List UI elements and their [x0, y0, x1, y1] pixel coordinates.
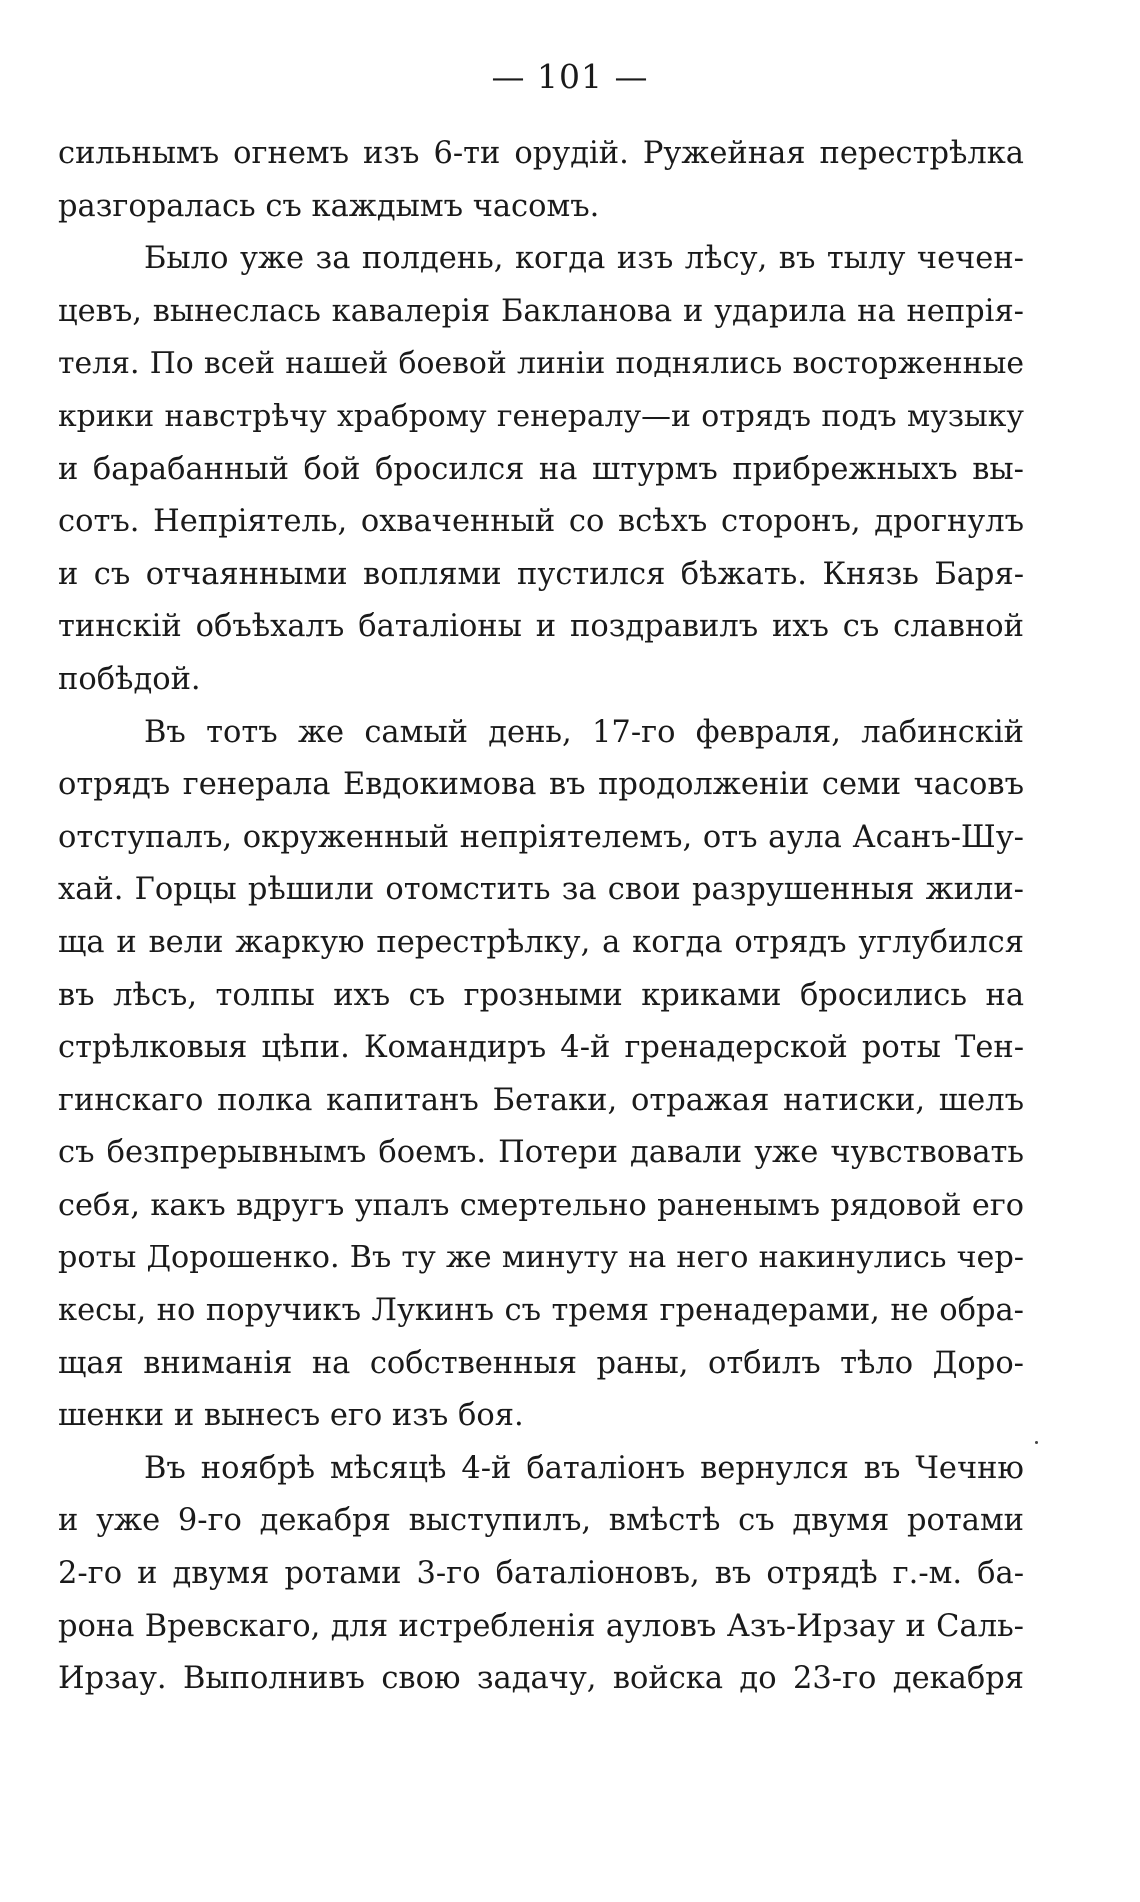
- text-line: кесы, но поручикъ Лукинъ съ тремя гренадерами, не обра-: [58, 1293, 1024, 1329]
- text-line: 2-го и двумя ротами 3-го баталіоновъ, въ отрядѣ г.-м. ба-: [58, 1556, 1024, 1592]
- text-line: гинскаго полка капитанъ Бетаки, отражая натиски, шелъ: [58, 1082, 1024, 1118]
- text-line: сильнымъ огнемъ изъ 6-ти орудій. Ружейная перестрѣлка: [58, 136, 1024, 171]
- text-line: роты Дорошенко. Въ ту же минуту на него накинулись чер-: [58, 1240, 1024, 1276]
- text-line: щая вниманія на собственныя раны, отбилъ тѣло Доро-: [58, 1345, 1024, 1381]
- text-line: хай. Горцы рѣшили отомстить за свои разрушенныя жили-: [58, 872, 1024, 908]
- text-line: побѣдой.: [58, 661, 201, 697]
- text-line: Было уже за полдень, когда изъ лѣсу, въ тылу чечен-: [144, 241, 1024, 277]
- text-line: Въ ноябрѣ мѣсяцѣ 4-й баталіонъ вернулся въ Чечню: [144, 1450, 1024, 1486]
- text-line: тинскій объѣхалъ баталіоны и поздравилъ ихъ съ славной: [58, 609, 1024, 645]
- text-line: рона Вревскаго, для истребленія ауловъ Азъ-Ирзау и Саль-: [58, 1608, 1024, 1644]
- text-line: стрѣлковыя цѣпи. Командиръ 4-й гренадерской роты Тен-: [58, 1030, 1024, 1066]
- page-number: — 101 —: [491, 57, 649, 96]
- text-line: шенки и вынесъ его изъ боя.: [58, 1398, 524, 1434]
- text-line: теля. По всей нашей боевой линіи поднялись восторженные: [58, 346, 1024, 382]
- text-line: отступалъ, окруженный непріятелемъ, отъ аула Асанъ-Шу-: [58, 819, 1024, 855]
- text-line: отрядъ генерала Евдокимова въ продолженіи семи часовъ: [58, 767, 1024, 803]
- text-line: себя, какъ вдругъ упалъ смертельно раненымъ рядовой его: [58, 1187, 1024, 1223]
- text-line: ща и вели жаркую перестрѣлку, а когда отрядъ углубился: [58, 924, 1024, 960]
- text-line: цевъ, вынеслась кавалерія Бакланова и ударила на непрія-: [58, 293, 1024, 329]
- text-line: разгоралась съ каждымъ часомъ.: [58, 188, 600, 224]
- text-line: Въ тотъ же самый день, 17-го февраля, лабинскій: [144, 714, 1024, 750]
- text-line: съ безпрерывнымъ боемъ. Потери давали уже чувствовать: [58, 1135, 1024, 1171]
- text-line: въ лѣсъ, толпы ихъ съ грозными криками бросились на: [58, 977, 1024, 1013]
- body-text: [58, 128, 1024, 1706]
- text-line: крики навстрѣчу храброму генералу—и отрядъ подъ музыку: [58, 398, 1024, 434]
- text-line: Ирзау. Выполнивъ свою задачу, войска до 23-го декабря: [58, 1661, 1024, 1697]
- text-line: сотъ. Непріятель, охваченный со всѣхъ сторонъ, дрогнулъ: [58, 504, 1024, 540]
- text-line: и уже 9-го декабря выступилъ, вмѣстѣ съ двумя ротами: [58, 1503, 1024, 1539]
- print-speck: [1035, 1441, 1038, 1444]
- text-line: и барабанный бой бросился на штурмъ прибрежныхъ вы-: [58, 451, 1024, 487]
- text-line: и съ отчаянными воплями пустился бѣжать. Князь Баря-: [58, 556, 1024, 592]
